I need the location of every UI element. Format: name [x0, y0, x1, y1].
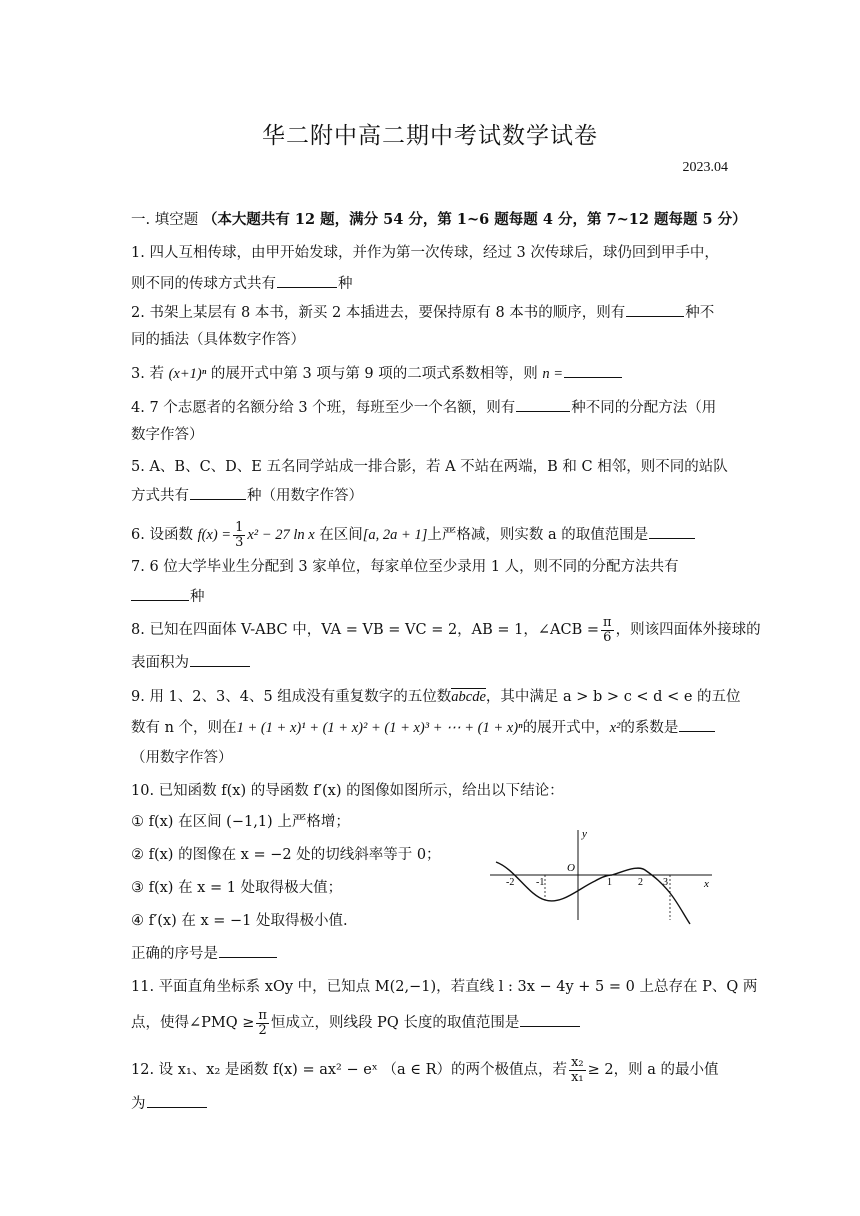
tick-label: -1	[536, 877, 545, 888]
answer-blank	[649, 524, 695, 539]
origin-label: O	[567, 862, 575, 874]
question-10-text: 正确的序号是	[131, 946, 218, 962]
question-9-expression: 1 + (1 + x)¹ + (1 + x)² + (1 + x)³ + ⋯ + (1 + x)ⁿ	[236, 720, 523, 736]
question-9-text-4: 的展开式中，	[522, 720, 610, 736]
question-3-expression: (x+1)ⁿ	[168, 366, 207, 382]
question-8-text-end: ，则该四面体外接球的	[615, 622, 761, 638]
question-1-text: 则不同的传球方式共有	[131, 276, 276, 292]
question-4-text-end: 种不同的分配方法（用	[571, 400, 717, 416]
question-12-line-1	[131, 1052, 718, 1088]
question-6-text: 6. 设函数	[131, 527, 193, 543]
section-header	[131, 210, 747, 230]
question-11-line-2	[131, 1005, 581, 1041]
question-9-term: x²	[609, 720, 621, 736]
section-label: 一. 填空题	[131, 212, 199, 228]
question-10-option-3: ③ f(x) 在 x = 1 处取得极大值；	[131, 880, 343, 896]
question-10-option-2: ② f(x) 的图像在 x = −2 处的切线斜率等于 0；	[131, 847, 441, 863]
question-8-text-2: 表面积为	[131, 655, 189, 671]
answer-blank	[626, 302, 684, 317]
question-7-line-1: 7. 6 位大学毕业生分配到 3 家单位，每家单位至少录用 1 人，则不同的分配方法共有	[131, 559, 679, 575]
question-6-line	[131, 517, 696, 553]
question-2-text-end: 种不	[685, 305, 715, 321]
question-12-line-2	[131, 1093, 208, 1114]
answer-blank	[679, 717, 715, 732]
question-5-text-end: 种（用数字作答）	[247, 488, 363, 504]
question-6-text-2: 在区间	[319, 527, 363, 543]
question-9-line-1	[131, 687, 741, 707]
question-11-text: 点，使得∠PMQ ≥	[131, 1015, 255, 1031]
tick-label: 1	[607, 877, 612, 888]
question-4-line-1	[131, 397, 716, 418]
question-1-unit: 种	[338, 276, 353, 292]
question-11-line-1: 11. 平面直角坐标系 xOy 中，已知点 M(2,−1)，若直线 l : 3x − 4y + 5 = 0 上总存在 P、Q 两	[131, 979, 758, 995]
question-9-number: abcde	[451, 689, 486, 705]
derivative-graph	[490, 825, 720, 925]
answer-blank	[147, 1093, 207, 1108]
question-9-line-2	[131, 717, 716, 738]
question-8-text: 8. 已知在四面体 V-ABC 中，VA = VB = VC = 2，AB = 1，∠ACB =	[131, 622, 600, 638]
question-10-option-4: ④ f′(x) 在 x = −1 处取得极小值.	[131, 913, 348, 929]
derivative-curve	[496, 862, 690, 924]
question-9-text: 9. 用 1、2、3、4、5 组成没有重复数字的五位数	[131, 689, 452, 705]
question-8-line-2	[131, 652, 251, 673]
question-8-fraction: $\frac{\pi}{6}$	[603, 614, 612, 645]
question-1-line-2	[131, 273, 353, 294]
answer-blank	[190, 652, 250, 667]
question-6-text-3: 上严格减，则实数 a 的取值范围是	[427, 527, 649, 543]
question-8-line-1	[131, 612, 761, 648]
answer-blank	[131, 586, 189, 601]
question-6-fraction: $\frac{1}{3}$	[235, 519, 244, 550]
question-4-line-2: 数字作答）	[131, 427, 204, 443]
question-10-option-1: ① f(x) 在区间 (−1,1) 上严格增；	[131, 814, 350, 830]
question-5-line-1: 5. A、B、C、D、E 五名同学站成一排合影，若 A 不站在两端，B 和 C 相邻，则不同的站队	[131, 459, 728, 475]
question-2-line-2: 同的插法（具体数字作答）	[131, 332, 305, 348]
question-10-line-1: 10. 已知函数 f(x) 的导函数 f′(x) 的图像如图所示，给出以下结论：	[131, 783, 564, 799]
question-7-unit: 种	[190, 589, 205, 605]
exam-date: 2023.04	[682, 160, 728, 175]
question-2-text: 2. 书架上某层有 8 本书，新买 2 本插进去，要保持原有 8 本书的顺序，则有	[131, 305, 626, 321]
question-12-text-2: ≥ 2，则 a 的最小值	[587, 1062, 719, 1078]
question-3-line	[131, 363, 623, 384]
question-9-text-3: 数有 n 个，则在	[131, 720, 237, 736]
tick-label: 3	[663, 877, 668, 888]
question-12-text-3: 为	[131, 1096, 146, 1112]
answer-blank	[520, 1012, 580, 1027]
question-10-answer-line	[131, 943, 278, 964]
question-6-function: f(x) =	[197, 527, 232, 543]
question-12-text: 12. 设 x₁、x₂ 是函数 f(x) = ax² − eˣ （a ∈ R）的两个极值点，若	[131, 1062, 568, 1078]
question-1-line-1: 1. 四人互相传球，由甲开始发球，并作为第一次传球，经过 3 次传球后，球仍回到甲手中，	[131, 245, 719, 261]
question-6-interval: [a, 2a + 1]	[362, 527, 428, 543]
answer-blank	[277, 273, 337, 288]
answer-blank	[564, 363, 622, 378]
question-9-text-2: ，其中满足 a > b > c < d < e 的五位	[485, 689, 741, 705]
question-11-text-2: 恒成立，则线段 PQ 长度的取值范围是	[270, 1015, 520, 1031]
question-3-text: 3. 若	[131, 366, 164, 382]
y-axis-label: y	[582, 828, 587, 840]
answer-blank	[190, 485, 246, 500]
question-12-fraction: $\frac{\text{x₂}}{\text{x₁}}$	[571, 1054, 584, 1085]
question-7-line-2	[131, 586, 205, 607]
answer-blank	[516, 397, 570, 412]
answer-blank	[219, 943, 277, 958]
question-9-text-5: 的系数是	[620, 720, 679, 736]
question-3-text-2: 的展开式中第 3 项与第 9 项的二项式系数相等，则	[210, 366, 538, 382]
question-3-variable: n =	[542, 366, 564, 382]
question-5-text: 方式共有	[131, 488, 189, 504]
question-9-line-3: （用数字作答）	[131, 750, 233, 766]
tick-label: 2	[638, 877, 643, 888]
x-axis-label: x	[704, 878, 709, 890]
section-note: （本大题共有 12 题，满分 54 分，第 1~6 题每题 4 分，第 7~12 题每题 5 分）	[202, 211, 747, 228]
exam-title: 华二附中高二期中考试数学试卷	[262, 123, 598, 149]
question-5-line-2	[131, 485, 363, 506]
question-4-text: 4. 7 个志愿者的名额分给 3 个班，每班至少一个名额，则有	[131, 400, 516, 416]
tick-label: -2	[506, 877, 515, 888]
question-11-fraction: $\frac{\pi}{2}$	[258, 1007, 267, 1038]
question-6-expression: x² − 27 ln x	[247, 527, 315, 543]
question-2-line-1	[131, 302, 714, 323]
